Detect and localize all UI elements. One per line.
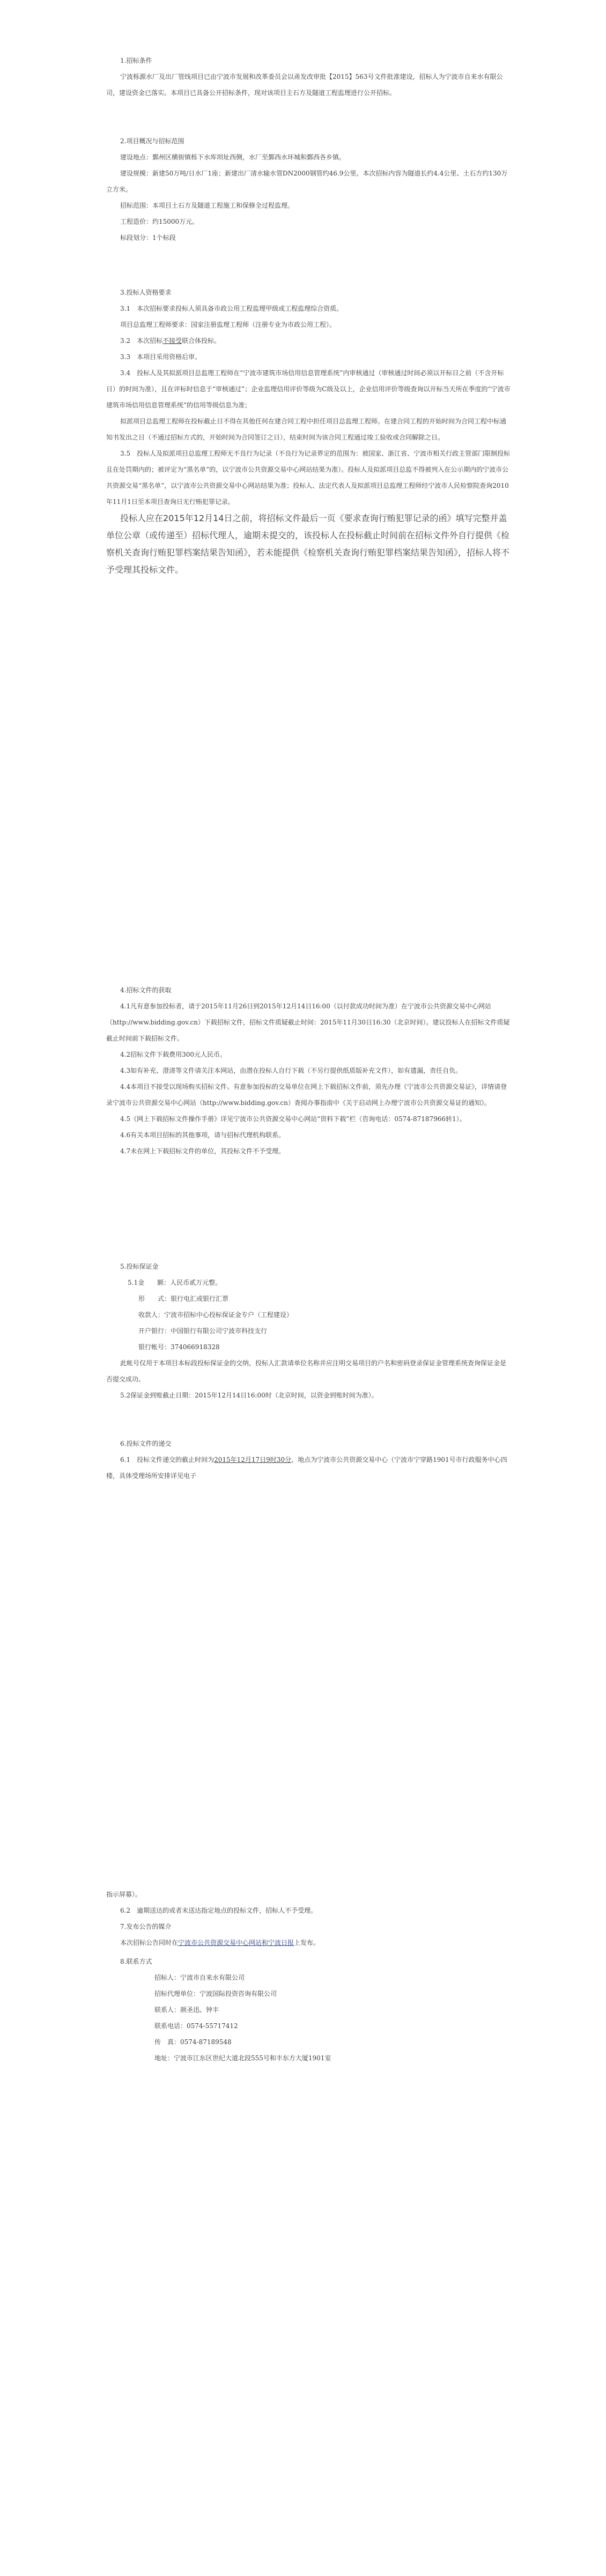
bond-form: 形 式：银行电汇或银行汇票 xyxy=(138,1295,229,1302)
contact-tenderer: 招标人：宁波市自来水有限公司 xyxy=(154,1974,245,1981)
section-7-heading: 7.发布公告的媒介 xyxy=(120,1923,172,1930)
scale-text: 建设规模：新建50万吨/日水厂1座；新建出厂清水输水管DN2000钢管约46.9公里。本次招标内容为隧道长约4.4公里、土石方约130万立方米。 xyxy=(106,170,508,193)
contact-address: 地址：宁波市江东区世纪大道北段555号和丰东方大厦1901室 xyxy=(154,2054,331,2062)
section-3-heading: 3.投标人资格要求 xyxy=(120,289,172,296)
qualification-3-1b: 项目总监理工程师要求：国家注册监理工程师（注册专业为市政公用工程）。 xyxy=(120,321,336,328)
qualification-3-2 xyxy=(106,333,511,349)
submission-6-2: 6.2 逾期送达的或者未送达指定地点的投标文件，招标人不予受理。 xyxy=(120,1907,317,1914)
bond-account: 银行帐号：374066918328 xyxy=(138,1343,220,1351)
contact-person: 联系人：颜圣迅、钟丰 xyxy=(154,2006,219,2014)
media-text-a: 本次招标公告同时在 xyxy=(120,1939,179,1946)
qualification-3-5: 3.5 投标人及拟派项目总监理工程师无不良行为记录（不良行为记录界定的范围为：被国家、浙江省、宁波市相关行政主管部门限制投标且在处罚期内的；被评定为“黑名单”的，以宁波市公共资源交易中心网站结果为准）。投标人及拟派项目总监不得被列入在公示期内的宁波市公共资源交易“黑名单”，以宁波市公共资源交易中心网站结果为准；投标人、法定代表人及拟派项目总监理工程师经宁波市人民检察院查询2010年11月1日至本项目查询日无行贿犯罪记录。 xyxy=(106,450,511,506)
section-6 xyxy=(106,1436,511,1484)
section-4 xyxy=(106,982,511,1159)
section-3 xyxy=(106,284,511,579)
contact-phone: 联系电话：0574-55717412 xyxy=(154,2022,238,2030)
media-text-b: 上发布。 xyxy=(294,1939,320,1946)
submission-6-1-c: 指示屏幕）。 xyxy=(106,1891,142,1898)
contact-fax: 传 真：0574-87189548 xyxy=(154,2038,232,2046)
qualification-3-3: 3.3 本项目采用资格后审。 xyxy=(120,353,202,361)
document-4-6: 4.6有关本项目招标的其他事项，请与招标代理机构联系。 xyxy=(120,1131,285,1139)
bond-deadline: 5.2保证金到账截止日期：2015年12月14日16:00时（北京时间，以资金到账时间为准）。 xyxy=(120,1392,378,1399)
qualification-3-1: 3.1 本次招标要求投标人须具备市政公用工程监理甲级或工程监理综合资质。 xyxy=(120,305,343,312)
section-1-heading: 1.招标条件 xyxy=(120,57,152,64)
submission-6-1-b: ，地点为宁波市公共资源交易中心（宁波市宁穿路1901号市行政服务中心四楼，具体受理场所安排详见电子 xyxy=(106,1456,507,1480)
section-6-continued xyxy=(106,1886,511,1919)
qualification-3-2-suffix: 联合体投标。 xyxy=(182,337,221,345)
bond-amount: 5.1金 额：人民币贰万元整。 xyxy=(128,1279,222,1286)
section-5 xyxy=(106,1258,511,1403)
section-2-heading: 2.项目概况与招标范围 xyxy=(120,137,184,145)
document-4-5: 4.5《网上下载招标文件操作手册》详见宁波市公共资源交易中心网站“资料下载”栏（咨询电话：0574-87187966转1）。 xyxy=(120,1115,466,1123)
bond-bank: 开户银行：中国银行有限公司宁波市科技支行 xyxy=(138,1327,268,1335)
section-4-heading: 4.招标文件的获取 xyxy=(120,986,172,994)
contact-agent: 招标代理单位：宁波国际投资咨询有限公司 xyxy=(154,1990,277,1997)
section-1 xyxy=(106,53,511,101)
media-text xyxy=(106,1935,511,1951)
submission-6-1-a: 6.1 投标文件递交的截止时间为 xyxy=(120,1456,215,1463)
scope-text: 招标范围：本项目土石方及隧道工程施工和保修全过程监理。 xyxy=(120,202,294,209)
section-7 xyxy=(106,1919,511,1951)
qualification-3-2-prefix: 3.2 本次招标 xyxy=(120,337,163,345)
media-link[interactable]: 宁波市公共资源交易中心网站和宁波日报 xyxy=(178,1939,294,1946)
lots-text: 标段划分：1个标段 xyxy=(120,234,176,241)
document-4-4: 4.4本项目不接受以现场购买招标文件。有意参加投标的交易单位在网上下载招标文件前，须先办理《宁波市公共资源交易证》，详情请登录宁波市公共资源交易中心网站（http://www.bidding.gov.cn）查阅办事指南中《关于启动网上办理宁波市公共资源交易证的通知》。 xyxy=(106,1083,507,1107)
document-4-2: 4.2招标文件下载费用300元人民币。 xyxy=(120,1051,226,1058)
section-8 xyxy=(106,1953,511,2066)
submission-6-1 xyxy=(106,1452,511,1484)
qualification-3-2-mark: 不接受 xyxy=(162,337,182,345)
qualification-3-4b: 拟派项目总监理工程师在投标截止日不得在其他任何在建合同工程中担任项目总监理工程师。在建合同工程的开始时间为合同工程中标通知书发出之日（不通过招标方式的，开始时间为合同签订之日），结束时间为该合同工程通过竣工验收或合同解除之日。 xyxy=(106,418,507,441)
section-2 xyxy=(106,133,511,246)
bond-payee: 收款人：宁波市招标中心投标保证金专户（工程建设） xyxy=(138,1311,293,1319)
cost-text: 工程造价：约15000万元。 xyxy=(120,218,199,225)
document-4-1: 4.1凡有意参加投标者，请于2015年11月26日到2015年12月14日16:00（以付款成功时间为准）在宁波市公共资源交易中心网站（http://www.bidding.gov.cn）下载招标文件，招标文件质疑截止时间：2015年11月30日16:30（北京时间）。建议投标人在招标文件质疑截止时间前下载招标文件。 xyxy=(106,1002,510,1042)
submission-deadline: 2015年12月17日9时30分 xyxy=(214,1456,292,1463)
section-5-heading: 5.投标保证金 xyxy=(120,1263,159,1270)
document-4-7: 4.7未在网上下载招标文件的单位，其投标文件不予受理。 xyxy=(120,1147,285,1155)
section-8-heading: 8.联系方式 xyxy=(120,1958,152,1965)
section-1-body: 宁波栎源水厂及出厂管线项目已由宁波市发展和改革委员会以甬发改审批【2015】563号文件批准建设，招标人为宁波市自来水有限公司，建设资金已落实。本项目已具备公开招标条件，现对该项目主石方及隧道工程监理进行公开招标。 xyxy=(106,73,503,97)
bond-note: 此帐号仅用于本项目本标段投标保证金的交纳，投标人汇款请单位名称并应注明交易项目的户名和密码登录保证金管理系统查询保证金是否提交成功。 xyxy=(106,1359,507,1383)
section-6-heading: 6.投标文件的递交 xyxy=(120,1440,172,1447)
qualification-3-4: 3.4 投标人及其拟派项目总监理工程师在“宁波市建筑市场信用信息管理系统”内审核通过（审核通过时间必须以开标日之前（不含开标日）的时间为准），且在评标时信息于“审核通过”；企业监理信用评价等级为C级及以上，企业信用评价等级查询以开标当天所在季度的“宁波市建筑市场信用信息管理系统”的信用等级信息为准； xyxy=(106,369,511,409)
qualification-note: 投标人应在2015年12月14日之前，将招标文件最后一页《要求查询行贿犯罪记录的函》填写完整并盖单位公章（或传递至）招标代理人，逾期未提交的，该投标人在投标截止时间前在招标文件外自行提供《检察机关查询行贿犯罪档案结果告知函》，若未能提供《检察机关查询行贿犯罪档案结果告知函》，招标人将不予受理其投标文件。 xyxy=(106,513,510,575)
document-4-3: 4.3如有补充、澄清等文件请关注本网站，由潜在投标人自行下载（不另行提供纸质版补充文件），如有遗漏，责任自负。 xyxy=(120,1067,462,1074)
location-text: 建设地点：鄞州区横街镇栎下水库坝址西侧，水厂至鄞西水环城和鄞西各乡镇。 xyxy=(120,153,346,161)
